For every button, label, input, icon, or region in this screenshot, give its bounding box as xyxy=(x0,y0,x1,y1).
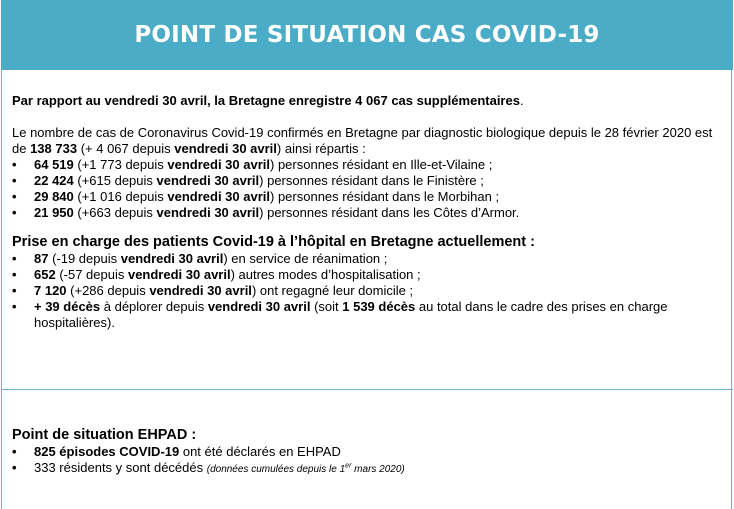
hospital-text: ) en service de réanimation ; xyxy=(223,251,388,266)
intro-text: ) ainsi répartis : xyxy=(276,141,366,156)
department-text: ) personnes résidant en Ille-et-Vilaine ; xyxy=(270,157,493,172)
hospital-delta: (-57 depuis xyxy=(55,267,128,282)
ehpad-section xyxy=(12,426,722,478)
department-delta: (+1 773 depuis xyxy=(73,157,168,172)
intro-paragraph xyxy=(12,125,722,157)
ehpad-note-start: (données cumulées depuis le 1 xyxy=(206,464,346,475)
department-date: vendredi 30 avril xyxy=(167,189,270,204)
department-count: 64 519 xyxy=(34,157,74,172)
list-item xyxy=(12,299,722,331)
hospital-text: ) autres modes d’hospitalisation ; xyxy=(230,267,421,282)
hospital-delta: (+286 depuis xyxy=(66,283,150,298)
list-item xyxy=(12,251,722,267)
department-date: vendredi 30 avril xyxy=(167,157,270,172)
department-text: ) personnes résidant dans les Côtes d’Armor. xyxy=(259,205,520,220)
hospital-date: vendredi 30 avril xyxy=(149,283,252,298)
hospital-section-title: Prise en charge des patients Covid-19 à l’hôpital en Bretagne actuellement : xyxy=(12,234,535,250)
deaths-total: 1 539 décès xyxy=(342,299,416,314)
hospital-count: 7 120 xyxy=(34,283,67,298)
intro-text: Le nombre de cas de Coronavirus Covid-19 confirmés en Bretagne par diagnostic biologique depuis le 28 février 2020 est de xyxy=(12,125,713,156)
section-divider xyxy=(1,389,733,390)
deaths-text: au total dans le cadre des prises en charge hospitalières). xyxy=(34,299,668,330)
department-delta: (+1 016 depuis xyxy=(73,189,168,204)
ehpad-list xyxy=(12,444,722,478)
intro-total: 138 733 xyxy=(30,141,78,156)
deaths-text: (soit xyxy=(310,299,343,314)
deaths-text: à déplorer depuis xyxy=(100,299,208,314)
department-text: ) personnes résidant dans le Morbihan ; xyxy=(270,189,500,204)
list-item xyxy=(12,267,722,283)
department-date: vendredi 30 avril xyxy=(156,205,260,220)
intro-text: (+ 4 067 depuis xyxy=(77,141,175,156)
list-item xyxy=(12,189,722,205)
deaths-count: + 39 décès xyxy=(34,299,101,314)
list-item xyxy=(12,173,722,189)
main-content xyxy=(12,88,722,331)
page-title: POINT DE SITUATION CAS COVID-19 xyxy=(134,22,600,48)
ehpad-note-sup: er xyxy=(345,462,352,470)
lead-text: Par rapport au vendredi 30 avril, la Bretagne enregistre 4 067 cas supplémentaires xyxy=(12,93,520,108)
ehpad-note-end: mars 2020) xyxy=(351,464,405,475)
hospital-count: 652 xyxy=(34,267,56,282)
hospital-delta: (-19 depuis xyxy=(48,251,121,266)
lead-paragraph xyxy=(12,93,722,109)
hospital-list xyxy=(12,251,722,331)
department-count: 29 840 xyxy=(34,189,74,204)
department-count: 21 950 xyxy=(34,205,74,220)
hospital-date: vendredi 30 avril xyxy=(120,251,224,266)
department-count: 22 424 xyxy=(34,173,74,188)
header-banner xyxy=(1,0,733,70)
list-item xyxy=(12,205,722,221)
ehpad-section-title: Point de situation EHPAD : xyxy=(12,427,197,443)
department-list xyxy=(12,157,722,221)
list-item xyxy=(12,460,722,478)
list-item xyxy=(12,444,722,460)
hospital-text: ) ont regagné leur domicile ; xyxy=(251,283,414,298)
hospital-date: vendredi 30 avril xyxy=(127,267,231,282)
lead-end: . xyxy=(519,93,524,108)
department-date: vendredi 30 avril xyxy=(156,173,260,188)
ehpad-episodes-text: ont été déclarés en EHPAD xyxy=(179,444,341,459)
ehpad-note xyxy=(207,464,405,475)
department-delta: (+615 depuis xyxy=(73,173,157,188)
list-item xyxy=(12,283,722,299)
intro-date: vendredi 30 avril xyxy=(174,141,277,156)
department-text: ) personnes résidant dans le Finistère ; xyxy=(259,173,484,188)
deaths-date: vendredi 30 avril xyxy=(207,299,311,314)
hospital-count: 87 xyxy=(34,251,49,266)
list-item xyxy=(12,157,722,173)
ehpad-episodes-count: 825 épisodes COVID-19 xyxy=(34,444,180,459)
department-delta: (+663 depuis xyxy=(73,205,157,220)
ehpad-residents-text: 333 résidents y sont décédés xyxy=(34,460,207,475)
